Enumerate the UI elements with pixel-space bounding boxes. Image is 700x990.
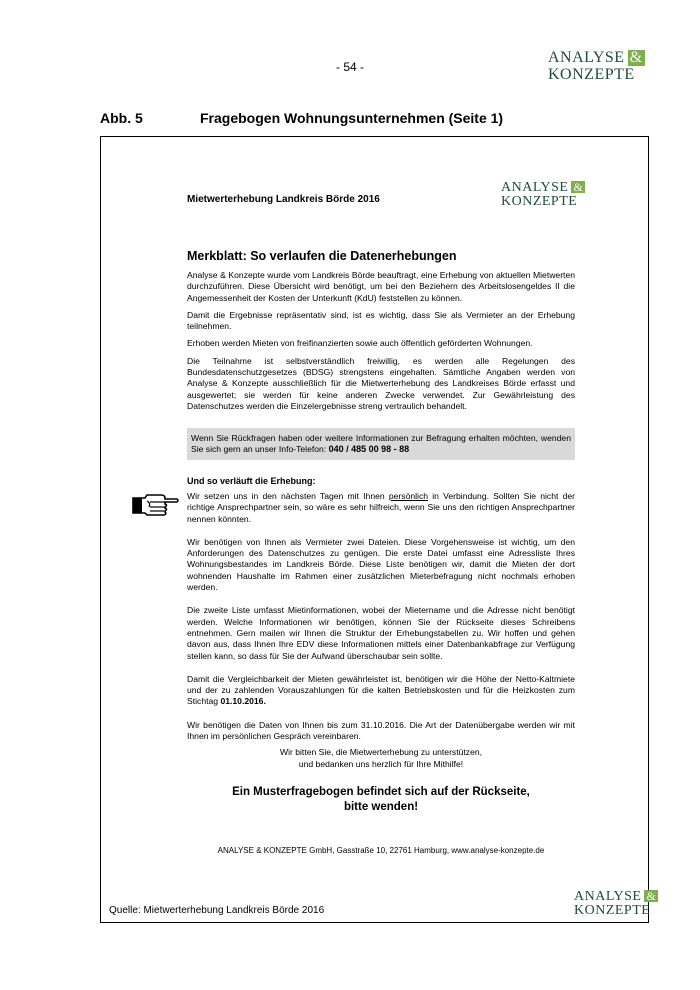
intro-paragraph: Erhoben werden Mieten von freifinanzierten sowie auch öffentlich geförderten Wohnungen. xyxy=(187,338,533,349)
intro-text xyxy=(187,270,575,418)
process-paragraph-5: Wir benötigen die Daten von Ihnen bis zum 31.10.2016. Die Art der Datenübergabe werden wir mit Ihnen im persönlichen Gespräch vereinbaren. xyxy=(187,719,575,742)
logo-line1: ANALYSE xyxy=(548,49,625,66)
survey-title: Mietwerterhebung Landkreis Börde 2016 xyxy=(187,194,380,205)
process-heading: Und so verläuft die Erhebung: xyxy=(187,476,316,486)
form-logo xyxy=(501,181,585,209)
frame-logo-line2: KONZEPTE xyxy=(574,903,651,918)
frame-logo xyxy=(574,890,658,918)
contact-phone: 040 / 485 00 98 - 88 xyxy=(328,444,410,454)
intro-paragraph: Damit die Ergebnisse repräsentativ sind, ist es wichtig, dass Sie als Vermieter an der Erhebung teilnehmen. xyxy=(187,309,575,332)
process-text xyxy=(187,491,575,748)
sample-note-line-2: bitte wenden! xyxy=(343,801,419,813)
form-logo-line1: ANALYSE xyxy=(501,180,569,195)
figure-source: Quelle: Mietwerterhebung Landkreis Börde 2016 xyxy=(109,905,325,916)
process-paragraph-4: Damit die Vergleichbarkeit der Mieten gewährleistet ist, benötigen wir die Höhe der Netto-Kaltmiete und der zu zahlenden Vorauszahlungen für die kalten Betriebskosten und für die Heizkosten zum Stichtag 01.10.2016. xyxy=(187,673,575,707)
sample-note-line-1: Ein Musterfragebogen befindet sich auf der Rückseite, xyxy=(232,786,530,798)
closing-line-2: und bedanken uns herzlich für Ihre Mithilfe! xyxy=(298,758,464,769)
process-paragraph-3: Die zweite Liste umfasst Mietinformationen, wobei der Mietername und die Adresse nicht benötigt werden. Welche Informationen wir benötigen, können Sie der Rückseite dieses Schreibens entnehmen. Gern mailen wir Ihnen die Struktur der Erhebungstabellen zu. Wir hoffen und gehen davon aus, dass Ihnen Ihre EDV diese Informationen mittels einer Datenbankabfrage zur Verfügung stellen kann, so dass für Sie der Aufwand überschaubar sein sollte. xyxy=(187,605,575,661)
closing-text xyxy=(187,747,575,770)
form-logo-ampersand: & xyxy=(573,180,584,194)
merkblatt-heading: Merkblatt: So verlaufen die Datenerhebungen xyxy=(187,249,457,263)
company-address: ANALYSE & KONZEPTE GmbH, Gasstraße 10, 22761 Hamburg, www.analyse-konzepte.de xyxy=(217,846,545,855)
figure-label: Abb. 5 xyxy=(100,110,143,126)
frame-logo-ampersand: & xyxy=(646,889,657,903)
process-paragraph-2: Wir benötigen von Ihnen als Vermieter zwei Dateien. Diese Vorgehensweise ist wichtig, um den Anforderungen des Datenschutzes zu genügen. Die erste Datei umfasst eine Adressliste Ihres Wohnungsbestandes im Landkreis Börde. Diese Liste benötigen wir, damit die Mieten der dort wohnenden Haushalte im Rahmen einer zusätzlichen Mieterbefragung nicht nochmals erhoben werden. xyxy=(187,536,575,593)
logo-line2: KONZEPTE xyxy=(548,66,635,83)
contact-text: Wenn Sie Rückfragen haben oder weitere Informationen zur Befragung erhalten möchten, wenden Sie sich gern an unser Info-Telefon: xyxy=(191,433,571,454)
sample-note xyxy=(187,785,575,815)
frame-logo-line1: ANALYSE xyxy=(574,889,642,904)
contact-box xyxy=(187,428,575,460)
page-number: - 54 - xyxy=(335,60,364,74)
form-logo-line2: KONZEPTE xyxy=(501,194,578,209)
closing-line-1: Wir bitten Sie, die Mietwerterhebung zu unterstützen, xyxy=(279,747,483,757)
logo-ampersand: & xyxy=(629,49,643,66)
intro-paragraph: Analyse & Konzepte wurde vom Landkreis Börde beauftragt, eine Erhebung von aktuellen Mietwerten durchzuführen. Diese Übersicht wird benötigt, um bei den Beziehern des Arbeitslosengeldes II die Angemessenheit der Kosten der Unterkunft (KdU) feststellen zu können. xyxy=(187,270,575,303)
process-paragraph-1: Wir setzen uns in den nächsten Tagen mit Ihnen persönlich in Verbindung. Sollten Sie nicht der richtige Ansprechpartner sein, so wäre es sehr hilfreich, wenn Sie uns den richtigen Ansprechpartner nennen könnten. xyxy=(187,491,575,524)
pointing-hand-icon xyxy=(131,489,179,521)
company-logo xyxy=(548,50,645,83)
figure-title: Fragebogen Wohnungsunternehmen (Seite 1) xyxy=(200,110,504,126)
intro-paragraph: Die Teilnahme ist selbstverständlich freiwillig, es werden alle Regelungen des Bundesdatenschutzgesetzes (BDSG) strengstens eingehalten. Sämtliche Angaben werden von Analyse & Konzepte ausschließlich für die Mietwerterhebung des Landkreises Börde erfasst und ausgewertet; sie werden für keine anderen Zwecke verwendet. Zur Gewährleistung des Datenschutzes werden die Einzelergebnisse streng vertraulich behandelt. xyxy=(187,355,575,411)
